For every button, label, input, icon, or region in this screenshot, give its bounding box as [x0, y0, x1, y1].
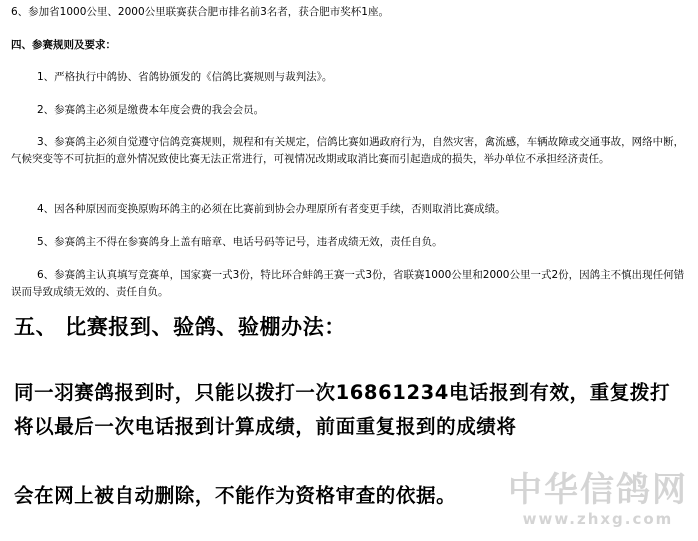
section-4-heading: 四、参赛规则及要求： — [11, 39, 116, 51]
prize-item-6: 6、参加省1000公里、2000公里联赛获合肥市排名前3名者，获合肥市奖杯1座。 — [11, 6, 389, 18]
rule-3: 3、参赛鸽主必须自觉遵守信鸽竞赛规则，规程和有关规定，信鸽比赛如遇政府行为，自然灾害，禽流感，车辆故障或交通事故，网络中断，气候突变等不可抗拒的意外情况致使比赛无法正常进行，可视情况改期或取消比赛而引起造成的损失，举办单位不承担经济责任。 — [11, 136, 685, 165]
rule-5: 5、参赛鸽主不得在参赛鸽身上盖有暗章、电话号码等记号，违者成绩无效，责任自负。 — [37, 236, 443, 248]
watermark-url: www.zhxg.com — [522, 510, 674, 528]
watermark-name: 中华信鸽网 — [508, 470, 688, 510]
site-watermark — [508, 470, 688, 528]
section-5-heading: 五、 比赛报到、验鸽、验棚办法： — [14, 315, 346, 339]
rule-4: 4、因各种原因而变换原购环鸽主的必须在比赛前到协会办理原所有者变更手续，否则取消比赛成绩。 — [37, 203, 506, 215]
rule-2: 2、参赛鸽主必须是缴费本年度会费的我会会员。 — [37, 104, 265, 116]
rule-1: 1、严格执行中鸽协、省鸽协颁发的《信鸽比赛规则与裁判法》。 — [37, 71, 333, 83]
report-paragraph-1: 同一羽赛鸽报到时，只能以拨打一次16861234电话报到有效，重复拨打将以最后一次电话报到计算成绩，前面重复报到的成绩将 — [14, 381, 671, 438]
report-paragraph-2: 会在网上被自动删除，不能作为资格审查的依据。 — [14, 484, 457, 507]
rule-6: 6、参赛鸽主认真填写竞赛单，国家赛一式3份，特比环合蚌鸽王赛一式3份，省联赛1000公里和2000公里一式2份，因鸽主不慎出现任何错误而导致成绩无效的、责任自负。 — [11, 269, 685, 298]
